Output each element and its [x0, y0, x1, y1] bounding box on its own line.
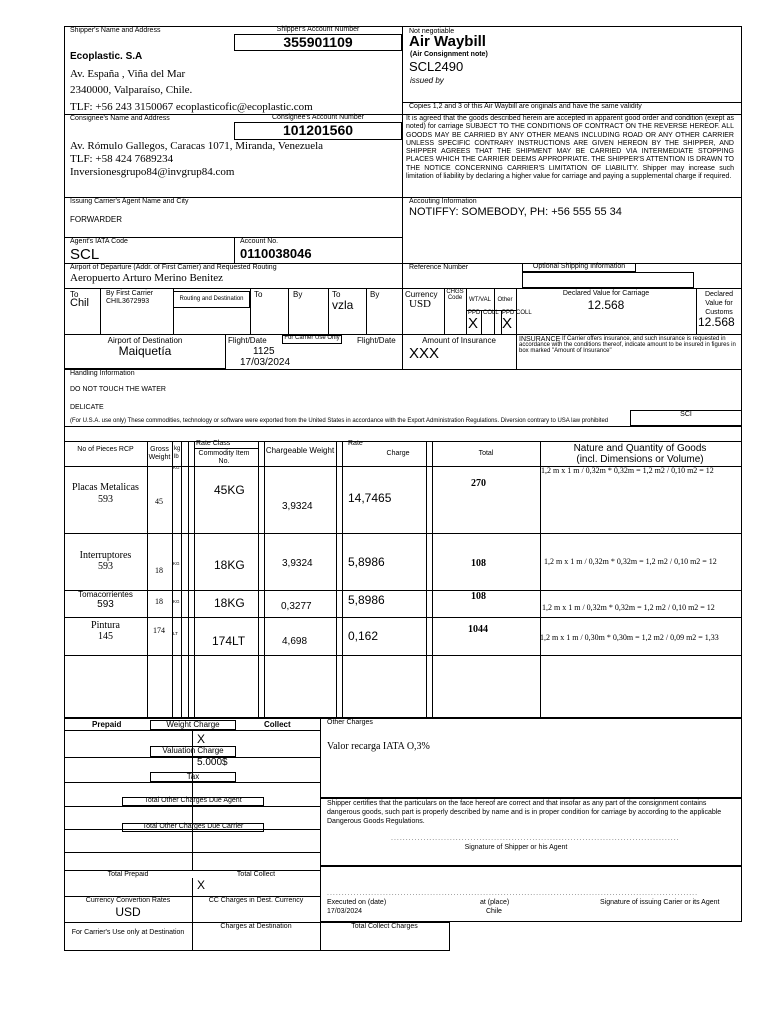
certification-text: Shipper certifies that the particulars on the face hereof are correct and that insofar as any part of the consignment contains dangerous goods, such part is properly described by name and is in proper condition for carriage by according to the applicable Dangerous Goods Regulations.: [327, 800, 722, 825]
goods-rate: 0,162: [348, 629, 379, 643]
first-carrier-label: By First Carrier: [106, 290, 154, 297]
currency-value: USD: [409, 298, 432, 310]
goods-chargeable: 0,3277: [281, 601, 312, 612]
total-collect-mark: X: [197, 878, 206, 892]
handling-line-2: DELICATE: [70, 404, 104, 411]
flight-value: 1125: [253, 346, 275, 357]
accounting-label: Accouting Information: [409, 198, 477, 205]
declared-customs-label: Declared Value for Customs: [704, 291, 733, 316]
executed-value: 17/03/2024: [327, 908, 363, 915]
shipper-address-2: 2340000, Valparaíso, Chile.: [70, 84, 193, 96]
executed-label: Executed on (date): [327, 899, 387, 906]
executed-dotted-line: ..............................................................................................................................: [327, 890, 699, 897]
total-prepaid-label: Total Prepaid: [107, 871, 149, 878]
goods-name: Interruptores: [79, 550, 132, 561]
shipper-signature-line: ..................................................................................................: [391, 835, 680, 842]
rate-header: Rate: [348, 440, 363, 447]
departure-label: Airport of Departure (Addr. of First Carrier) and Requested Routing: [70, 264, 277, 271]
chargeable-header: Chargeable Weight: [265, 446, 335, 455]
insurance-text: – If Carrier offers insurance, and such insurance is requested in accordance with the conditions thereof, indicate amount to be insured in figures in box marked "Amount of Insurance": [519, 336, 736, 354]
flight-date-value: 17/03/2024: [240, 357, 291, 368]
flight-date-label: Flight/Date: [228, 336, 267, 345]
valuation-charge-label: Valuation Charge: [162, 746, 224, 755]
consignee-phone: TLF: +58 424 7689234: [70, 153, 174, 165]
column-divider: [402, 26, 403, 263]
currency-conversion-label: Currency Convertion Rates: [85, 897, 171, 904]
shipper-address-1: Av. España , Viña del Mar: [70, 68, 186, 80]
goods-item: 45KG: [214, 483, 245, 497]
account-no-label: Account No.: [240, 238, 279, 245]
reference-label: Reference Number: [409, 264, 469, 271]
nature-header: Nature and Quantity of Goods: [573, 443, 707, 454]
goods-name: Pintura: [91, 620, 120, 631]
routing-destination-label: Routing and Destination: [179, 296, 244, 302]
conditions-text: It is agreed that the goods described herein are accepted in apparent good order and condition (exept as noted) for carriage SUBJECT TO THE CONDITIONS OF CONTRACT ON THE REVERSE HEREOF. ALL GOODS MAY BE CARRIED BY ANY OTHER MEANS INCLUDING ROAD OR ANY OTHER CARRIER UNLESS SPECIFIC CONTRARY INSTRUCTIONS ARE GIVEN HEREON BY THE SHIPPER, AND SHIPPER AGREES THAT THE SHIPMENT MAY BE CARRIED VIA INTERMEDIATE STOPPING PLACES WHICH THE CARRIER DEEMS APPROPRIATE. THE SHIPPER'S ATTENTION IS DRAWN TO THE NOTICE CONCERNING CARRIER'S LIMITATION OF LIABILITY. Shipper may increase such limitation of liability by declaring a higher value for carriage and paying a supplemental charge if required.: [406, 115, 734, 181]
awb-subtitle: (Air Consignment note): [410, 51, 488, 58]
declared-customs-value: 12.568: [698, 315, 735, 329]
goods-qty: 593: [98, 494, 113, 505]
shipper-signature-label: Signature of Shipper or his Agent: [464, 844, 568, 851]
ppd-label-1: PPD: [468, 310, 481, 316]
shipper-name: Ecoplastic. S.A: [70, 51, 143, 62]
lb-header: lb: [174, 454, 179, 460]
insurance-amount-label: Amount of Insurance: [422, 336, 496, 345]
weight-charge-label: Weight Charge: [166, 720, 220, 729]
other-label: Other: [497, 297, 513, 303]
goods-unit: KG: [173, 600, 180, 605]
place-label: at (place): [480, 899, 510, 906]
goods-name: Tomacorrientes: [78, 590, 133, 599]
to-label-3: To: [332, 290, 341, 299]
due-carrier-label: Total Other Charges Due Carrier: [142, 823, 244, 830]
consignee-label: Consignee's Name and Address: [70, 115, 170, 122]
goods-qty: 593: [98, 561, 113, 572]
charges-destination-label: Charges at Destination: [220, 923, 292, 930]
chgs-code-label: CHGS Code: [446, 289, 464, 301]
goods-qty: 145: [98, 631, 113, 642]
collect-label: Collect: [264, 720, 291, 729]
prepaid-label: Prepaid: [92, 720, 122, 729]
by-label-3: By: [370, 290, 380, 299]
handling-line-1: DO NOT TOUCH THE WATER: [70, 386, 166, 393]
consignee-account: 101201560: [282, 122, 354, 138]
goods-total: 270: [471, 478, 486, 489]
goods-item: 174LT: [212, 634, 246, 648]
commodity-header: Commodity Item No.: [198, 450, 250, 465]
usa-notice: (For U.S.A. use only) These commodities, technology or software were exported from the United States in accordance with the Export Administration Regulations. Diversion contrary to USA law prohibited: [70, 418, 609, 424]
shipper-account-label: Shipper's Account Number: [276, 26, 360, 33]
coll-label-1: COLL: [483, 310, 499, 316]
goods-dims: 1,2 m x 1 m / 0,32m * 0,32m = 1,2 m2 / 0,10 m2 = 12: [541, 466, 714, 475]
goods-gross: 45: [155, 497, 163, 506]
weight-charge-mark: X: [197, 732, 206, 746]
charge-header: Charge: [386, 450, 410, 457]
accounting-value: NOTIFFY: SOMEBODY, PH: +56 555 55 34: [409, 206, 622, 218]
copies-text: Copies 1,2 and 3 of this Air Waybill are originals and have the same validity: [409, 103, 642, 110]
currency-conversion-value: USD: [115, 905, 141, 919]
to-label: To: [70, 290, 79, 299]
goods-dims: 1,2 m x 1 m / 0,30m * 0,30m = 1,2 m2 / 0,09 m2 = 1,33: [540, 633, 719, 642]
due-agent-label: Total Other Charges Due Agent: [144, 797, 242, 804]
goods-gross: 18: [155, 597, 163, 606]
carrier-signature-label: Signature of issuing Carier or its Agent: [600, 899, 720, 906]
goods-unit: KG: [173, 562, 180, 567]
agent-name: FORWARDER: [70, 215, 122, 224]
goods-qty: 593: [97, 599, 114, 610]
goods-name: Placas Metalicas: [72, 482, 139, 493]
other-charges-value: Valor recarga IATA O,3%: [327, 741, 430, 752]
goods-total: 1044: [468, 624, 488, 635]
handling-label: Handling Information: [70, 370, 135, 377]
tax-label: Tax: [186, 772, 200, 781]
not-negotiable: Not negotiable: [409, 28, 455, 35]
declared-carriage-label: Declared Value for Carriage: [562, 290, 650, 297]
ppd-label-2: PPD: [502, 310, 515, 316]
departure-value: Aeropuerto Arturo Merino Benitez: [70, 272, 224, 284]
goods-total: 108: [471, 591, 486, 602]
insurance-label: INSURANCE: [519, 336, 561, 343]
destination-airport-label: Airport of Destination: [107, 336, 183, 345]
place-value: Chile: [486, 908, 502, 915]
awb-number: SCL2490: [409, 59, 464, 74]
goods-gross: 18: [155, 566, 163, 575]
issued-by: issued by: [410, 76, 444, 85]
destination-airport-value: Maiquetía: [118, 344, 172, 358]
to-value: Chil: [70, 297, 89, 309]
account-no: 0110038046: [240, 246, 312, 261]
nature-header-2: (incl. Dimensions or Volume): [576, 454, 704, 465]
awb-title: Air Waybill: [409, 33, 486, 50]
agent-iata: SCL: [70, 246, 100, 263]
consignee-address: Av. Rómulo Gallegos, Caracas 1071, Miranda, Venezuela: [70, 140, 324, 152]
coll-label-2: COLL: [516, 310, 532, 316]
cc-charges-label: CC Charges in Dest. Currency: [208, 897, 304, 904]
goods-chargeable: 3,9324: [282, 501, 313, 512]
total-header: Total: [478, 450, 494, 457]
currency-label: Currency: [405, 290, 438, 299]
wtval-mark: X: [468, 315, 479, 332]
other-charges-label: Other Charges: [327, 719, 373, 726]
goods-item: 18KG: [214, 596, 245, 610]
goods-dims: 1,2 m x 1 m / 0,32m * 0,32m = 1,2 m2 / 0,10 m2 = 12: [544, 557, 717, 566]
agent-label: Issuing Carrier's Agent Name and City: [70, 198, 189, 205]
goods-rate: 5,8986: [348, 555, 385, 569]
carrier-use-label: For Carrier Use Only: [284, 335, 340, 341]
goods-total: 108: [471, 558, 486, 569]
shipper-contact: TLF: +56 243 3150067 ecoplasticofic@ecoplastic.com: [70, 101, 313, 113]
goods-unit: LT: [173, 632, 178, 637]
gross-header: Gross Weight: [148, 446, 171, 461]
other-mark: X: [502, 315, 513, 332]
consignee-account-label: Consignee's Account Number: [272, 114, 364, 121]
goods-dims: 1,2 m x 1 m / 0,32m * 0,32m = 1,2 m2 / 0,10 m2 = 12: [542, 603, 715, 612]
shipper-account: 355901109: [283, 34, 353, 50]
goods-gross: 174: [153, 626, 165, 635]
goods-rate: 14,7465: [348, 491, 392, 505]
valuation-charge-value: 5.000$: [197, 757, 228, 768]
sci-label: SCI: [680, 411, 692, 418]
agent-iata-label: Agent's IATA Code: [70, 238, 128, 245]
flight-date-label-2: Flight/Date: [357, 336, 396, 345]
total-collect-charges-label: Total Collect Charges: [351, 923, 418, 930]
goods-chargeable: 3,9324: [282, 558, 313, 569]
declared-carriage-value: 12.568: [587, 298, 625, 312]
goods-rate: 5,8986: [348, 593, 385, 607]
goods-item: 18KG: [214, 558, 245, 572]
goods-chargeable: 4,698: [282, 636, 308, 647]
shipper-label: Shipper's Name and Address: [70, 27, 161, 34]
total-collect-label: Total Collect: [236, 871, 276, 878]
carrier-use-destination: For Carrier's Use only at Destination: [71, 929, 185, 936]
first-carrier-value: CHIL3672993: [106, 298, 150, 305]
wtval-label: WT/VAL: [469, 297, 491, 303]
to-label-2: To: [254, 290, 263, 299]
by-label-2: By: [293, 290, 303, 299]
kg-header: kg: [174, 446, 181, 452]
rate-class-header: Rate Class: [196, 440, 231, 447]
consignee-email: Inversionesgrupo84@invgrup84.com: [70, 166, 235, 178]
optional-shipping-label: Optional Shipping Information: [532, 263, 626, 270]
insurance-amount-value: XXX: [409, 345, 440, 362]
to-value-3: vzla: [332, 298, 354, 312]
pieces-header: No of Pieces RCP: [77, 446, 134, 453]
kg-small: KG: [173, 466, 180, 471]
